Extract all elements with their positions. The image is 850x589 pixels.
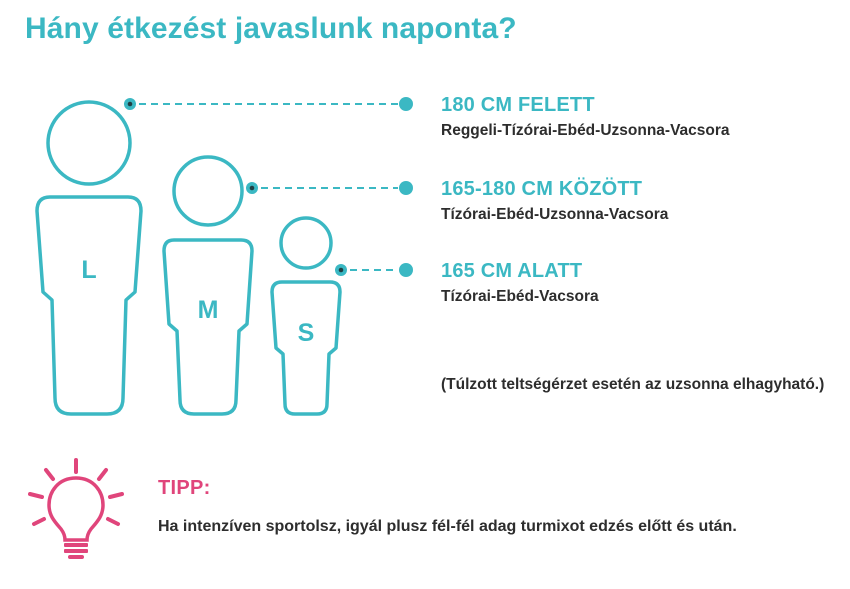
tip-text: Ha intenzíven sportolsz, igyál plusz fél-fél adag turmixot edzés előtt és után. [158, 518, 737, 535]
size-label-large: L [81, 256, 97, 284]
person-medium-icon [164, 157, 252, 414]
group-heading: 165-180 CM KÖZÖTT [441, 178, 643, 200]
size-label-small: S [297, 319, 315, 347]
connector-small [335, 263, 413, 277]
group-meals: Tízórai-Ebéd-Uzsonna-Vacsora [441, 206, 669, 223]
size-label-medium: M [197, 296, 219, 324]
group-small [441, 259, 599, 307]
group-meals: Tízórai-Ebéd-Vacsora [441, 288, 599, 305]
group-medium [441, 177, 668, 225]
page-title: Hány étkezést javaslunk naponta? [25, 12, 517, 45]
group-heading: 180 CM FELETT [441, 94, 595, 116]
group-heading: 165 CM ALATT [441, 260, 583, 282]
lightbulb-icon [24, 456, 128, 560]
connector-medium [246, 181, 413, 195]
group-meals: Reggeli-Tízórai-Ebéd-Uzsonna-Vacsora [441, 122, 730, 139]
note-text: (Túlzott teltségérzet esetén az uzsonna elhagyható.) [441, 376, 825, 393]
tip-label: TIPP: [158, 477, 211, 499]
connector-large [124, 97, 413, 111]
group-large [441, 93, 730, 141]
person-small-icon [272, 218, 340, 414]
